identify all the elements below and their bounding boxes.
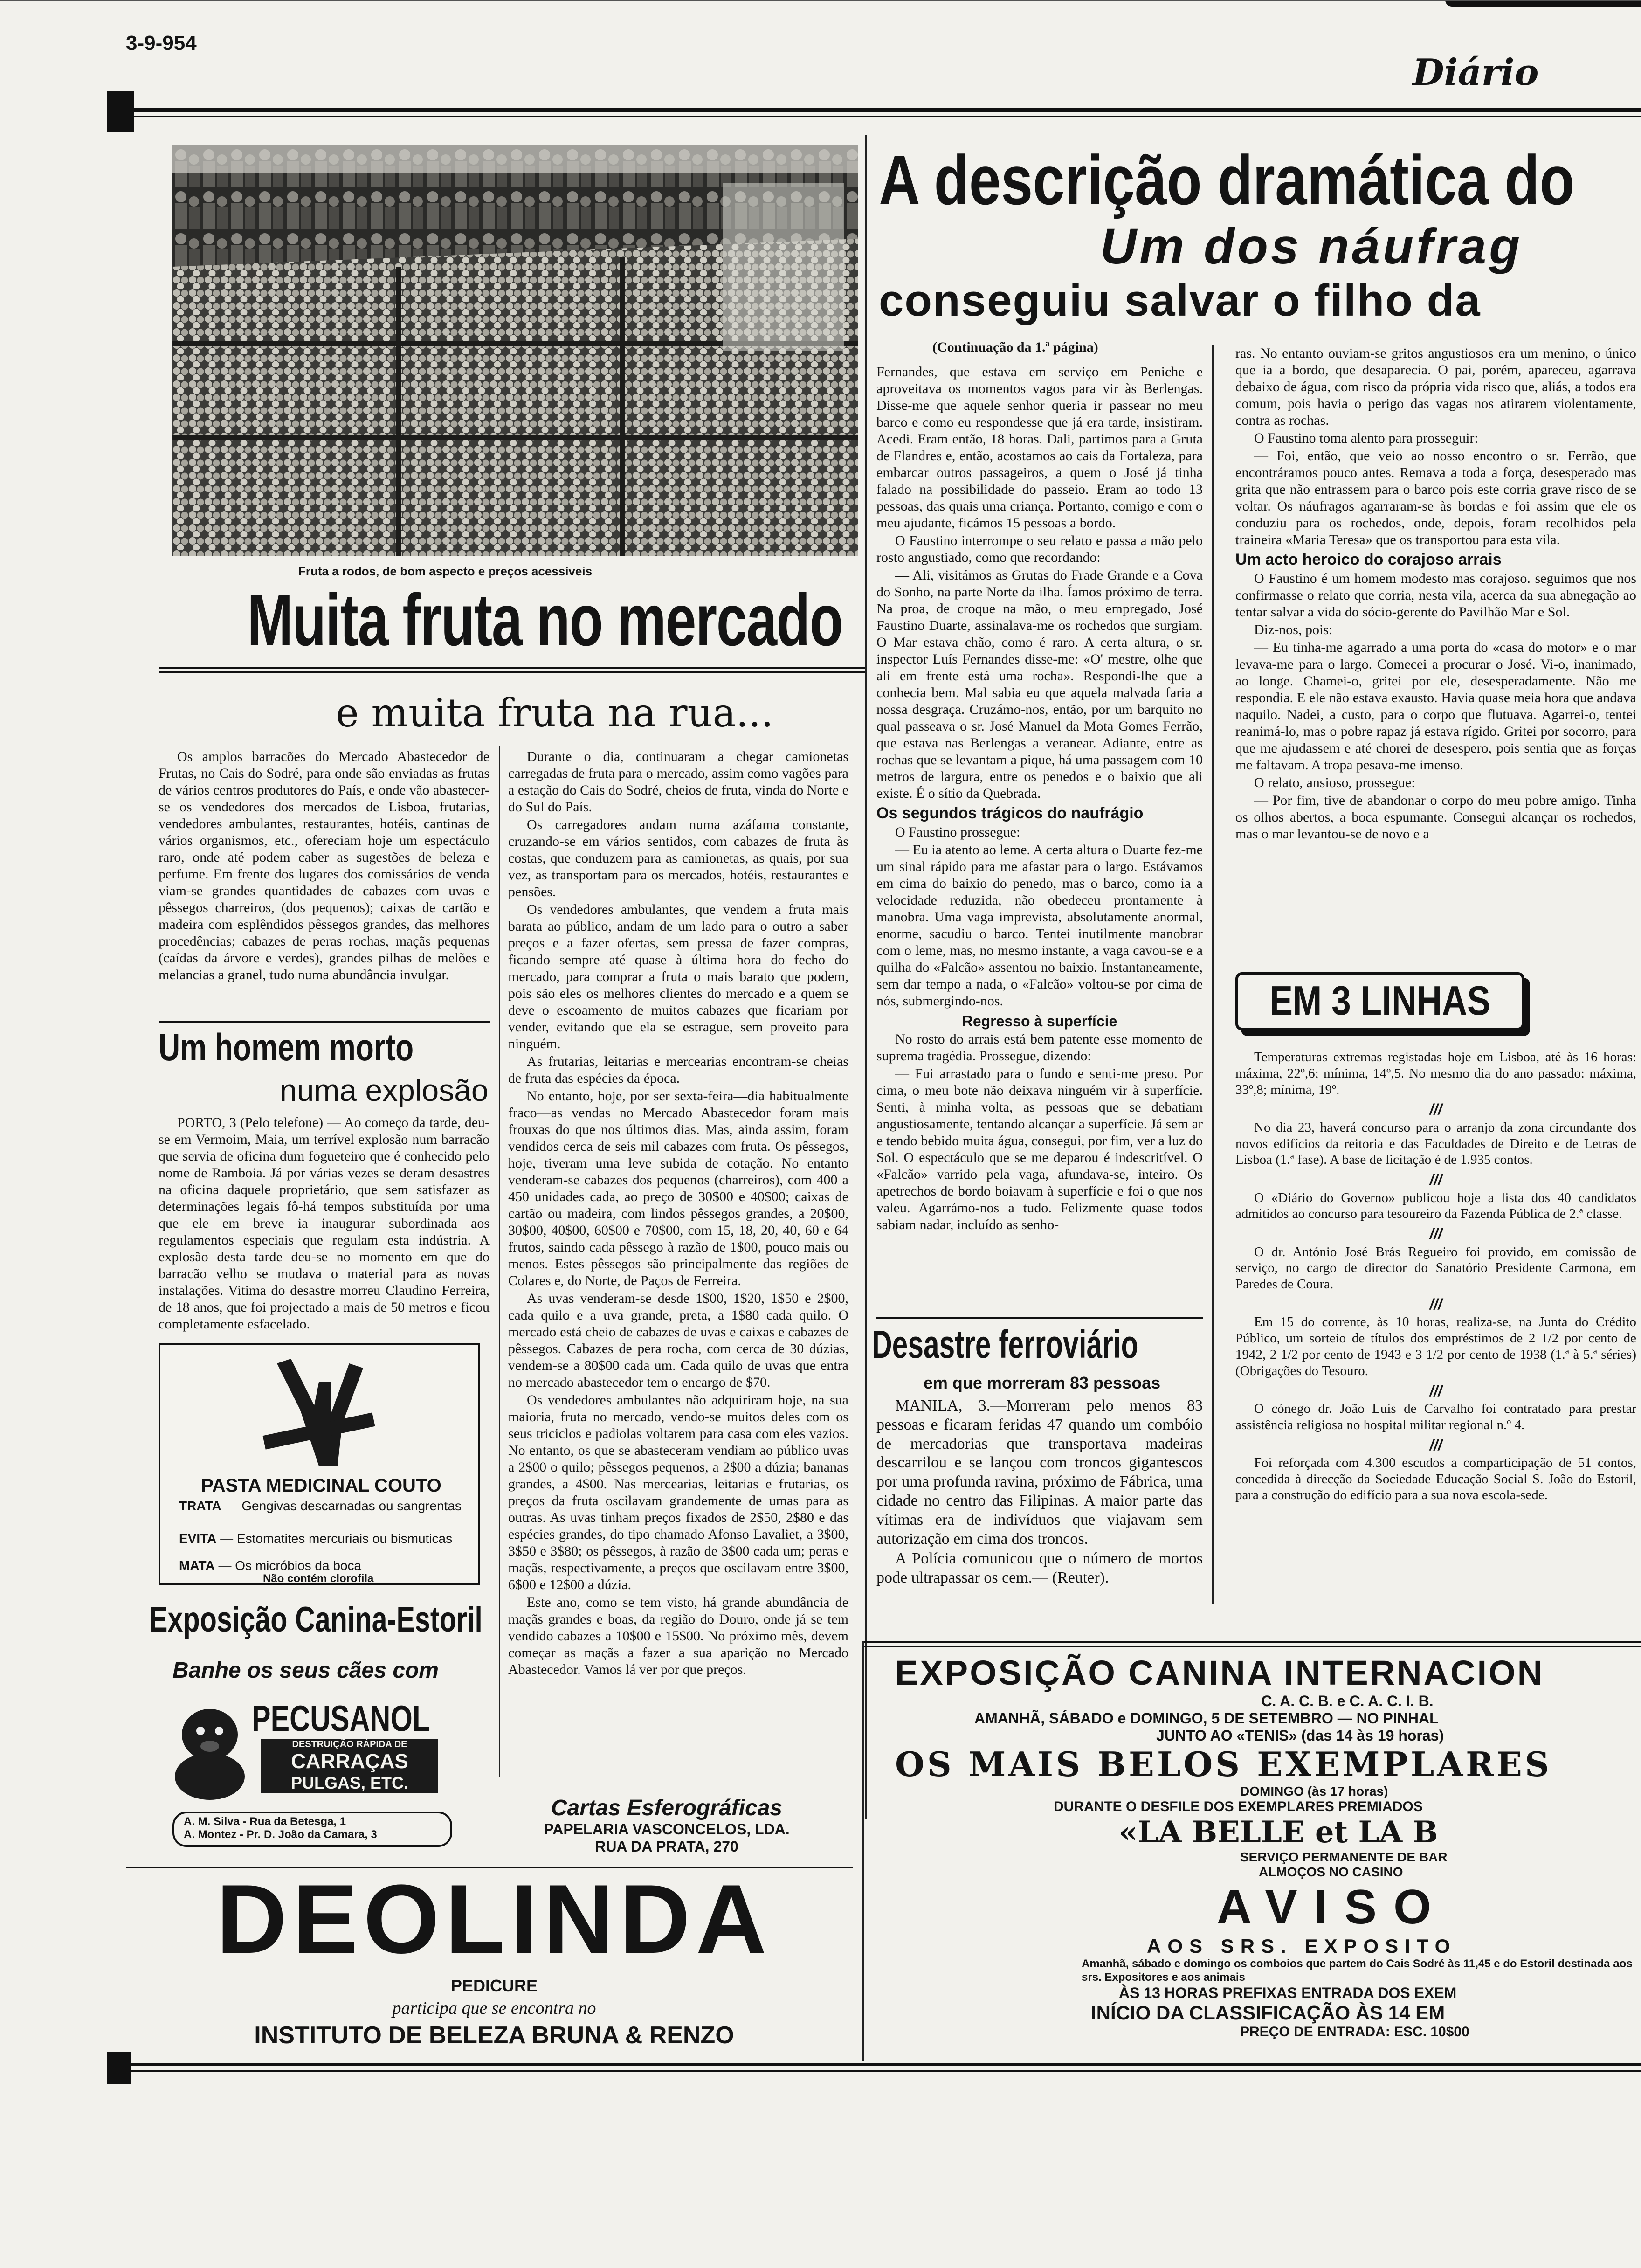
news-brief: Foi reforçada com 4.300 escudos a comparticipação de 51 contos, concedida à direcção da Sociedade Educação Social S. João do Estoril, para a construção do edifício para a sua nova escola-sede. <box>1235 1455 1636 1503</box>
homem-headline: Um homem morto <box>159 1026 414 1069</box>
desastre-subheadline: em que morreram 83 pessoas <box>923 1373 1161 1392</box>
brief-separator: /// <box>1429 1171 1442 1189</box>
fruta-col2-para: As uvas venderam-se desde 1$00, 1$20, 1$50 e 2$00, cada quilo e a uva grande, preta, a 1$80 cada quilo. O mercado está cheio de cabazes de uvas e caixas e cabazes de pêssegos. Cabazes de pera rocha, com cerca de 30 dúzias, vendem-se a 80$00 cada um. Cada quilo de uvas que entra no mercado abastecedor tem o encargo de $70. <box>508 1291 848 1390</box>
page-date: 3-9-954 <box>126 32 197 55</box>
expo-inicio: INÍCIO DA CLASSIFICAÇÃO ÀS 14 EM <box>1091 2001 1445 2024</box>
naufragio-headline-1: A descrição dramática do <box>879 141 1575 219</box>
naufragio-subheading: Regresso à superfície <box>962 1012 1117 1030</box>
homem-rule <box>159 1021 490 1023</box>
deolinda-institute: INSTITUTO DE BELEZA BRUNA & RENZO <box>254 2022 734 2049</box>
canina-estoril-title: Exposição Canina-Estoril <box>149 1600 483 1639</box>
homem-text <box>159 1114 490 1332</box>
pasta-item-text: — Gengivas descarnadas ou sangrentas <box>225 1499 462 1513</box>
toothbrush-hand-icon <box>249 1354 389 1471</box>
fruta-col2-para: Os vendedores ambulantes não adquiriram hoje, na sua maioria, fruta no mercado, vendo-se muitos deles com os seus triciclos e padiolas voltarem para casa com eles vazios. No entanto, os que se abasteceram vendiam ao público uvas a 2$00 o quilo; pêssegos pequenos, a 2$00 a dúzia; bananas grandes, a 4$00. Nas mercearias, leitarias e frutarias, os preços da fruta oscilavam grandemente de umas para as outras. As uvas tinham preços fixados de 2$50, 2$80 e das espécies grandes, do tipo chamado Afonso Lavaliet, a 3$00, 3$50 e 3$80; os pêssegos, à razão de 3$00 cada um; peras e maçãs, respectivamente, a preços que oscilavam entre 3$00, 6$00 e 12$00 a dúzia. <box>508 1392 848 1592</box>
expo-title: EXPOSIÇÃO CANINA INTERNACION <box>895 1653 1544 1692</box>
pasta-item-text: — Os micróbios da boca <box>218 1558 362 1573</box>
fruta-col2-para: Durante o dia, continuaram a chegar camionetas carregadas de fruta para o mercado, assim como vagões para a estação do Cais do Sodré, cheios de fruta, vinda do Norte e do Sul do País. <box>508 749 848 815</box>
deolinda-role: PEDICURE <box>450 1976 538 1995</box>
expo-when: AMANHÃ, SÁBADO e DOMINGO, 5 DE SETEMBRO — NO PINHAL <box>974 1710 1439 1727</box>
pasta-item <box>179 1531 468 1546</box>
fruta-rule-bottom <box>159 671 867 673</box>
naufragio-col-b <box>1235 345 1636 961</box>
expo-trains: Amanhã, sábado e domingo os comboios que partem do Cais Sodré às 11,45 e do Estoril destinada aos srs. Expositores e aos animais <box>1082 1957 1633 1984</box>
naufragio-para: — Eu ia atento ao leme. A certa altura o Duarte fez-me um sinal rápido para me afastar para o largo. Estávamos em cima do baixio do penedo, mas o barco, como ia a velocidade reduzida, não obedeceu prontamente à manobra. Uma vaga imprevista, absolutamente anormal, enorme, sacudiu o barco. Tentei inutilmente manobrar com o leme, mas, no mesmo instante, a vaga cavou-se e a quilha do «Falcão» assentou no baixio. Instantaneamente, sem dar tempo a nada, o «Falcão» voltou-se por cima de nós, submergindo-nos. <box>876 842 1203 1009</box>
deolinda-line: participa que se encontra no <box>392 1998 596 2018</box>
pecusanol-addr2: A. Montez - Pr. D. João da Camara, 3 <box>184 1828 377 1841</box>
naufragio-col-a <box>876 364 1203 1310</box>
expo-org: C. A. C. B. e C. A. C. I. B. <box>1261 1693 1434 1709</box>
fruit-market-photo <box>172 145 858 556</box>
pecusanol-tag1: DESTRUIÇÃO RÁPIDA DE <box>292 1739 407 1749</box>
cartas-address: RUA DA PRATA, 270 <box>595 1838 738 1855</box>
canina-slogan: Banhe os seus cães com <box>172 1658 439 1683</box>
pecusanol-tagline <box>261 1739 438 1793</box>
fruta-col2 <box>508 748 848 1788</box>
naufragio-para: ras. No entanto ouviam-se gritos angustiosos era um menino, o único que ia a bordo, que desaparecia. O pai, porém, apareceu, agarrava debaixo de água, com risco da própria vida risco que, aliás, a todos era comum, pois havia o perigo das vagas nos atirarem violentamente, contra as rochas. <box>1235 346 1636 428</box>
bottom-rule-thin <box>126 2070 1641 2072</box>
naufragio-para: Fernandes, que estava em serviço em Peniche e aproveitava os momentos vagos para vir às Berlengas. Disse-me que aquele senhor queria ir passear no meu barco e como eu respondesse que já era tarde, insistiram. Acedi. Eram então, 18 horas. Dali, partimos para a Gruta de Flandres e, então, acostamos ao cais da Fortaleza, para embarcar outros passageiros, a quem o José já tinha falado na possibilidade do passeio. Eram ao todo 13 pessoas, das quais uma criança. Portanto, comigo e com o meu ajudante, ficámos 15 pessoas a bordo. <box>876 364 1203 531</box>
pasta-item <box>179 1499 468 1514</box>
masthead: Diário <box>1413 51 1539 94</box>
fruta-col2-para: As frutarias, leitarias e mercearias encontram-se cheias de fruta das espécies da época. <box>508 1054 848 1086</box>
news-brief: O cónego dr. João Luís de Carvalho foi contratado para prestar assistência religiosa no hospital militar regional n.º 4. <box>1235 1401 1636 1432</box>
pasta-verb: EVITA <box>179 1531 217 1546</box>
header-rule-thick <box>126 108 1641 112</box>
fruta-col2-para: No entanto, hoje, por ser sexta-feira—dia habitualmente fraco—as vendas no Mercado Abastecedor foram mais frouxas do que nos últimos dias. Mas, ainda assim, foram vendidos cerca de seis mil cabazes com fruta. Os pêssegos, hoje, tiveram uma leve subida de cotação. No entanto venderam-se cabazes dos pequenos (charreiros), com 400 a 450 unidades cada, ao preço de 30$00 e 40$00; caixas de cartão ou madeira, com lindos pêssegos grandes, a 20$00, 30$00, 40$00, 60$00 e 70$00, com 15, 18, 20, 40, 60 e 64 frutos, saindo cada pêssego à razão de 1$00, pouco mais ou menos. Estes pêssegos são principalmente das regiões de Colares e, do Norte, de Paços de Ferreira. <box>508 1088 848 1288</box>
naufragio-para: O Faustino toma alento para prosseguir: <box>1254 430 1478 446</box>
pecusanol-addr1: A. M. Silva - Rua da Betesga, 1 <box>184 1815 346 1828</box>
expo-desfile: DURANTE O DESFILE DOS EXEMPLARES PREMIADOS <box>1054 1799 1423 1814</box>
cartas-shop: PAPELARIA VASCONCELOS, LDA. <box>544 1821 790 1838</box>
pecusanol-tag3: PULGAS, ETC. <box>290 1773 409 1792</box>
news-brief: O dr. António José Brás Regueiro foi provido, em comissão de serviço, no cargo de director do Sanatório Presidente Carmona, em Paredes de Coura. <box>1235 1244 1636 1292</box>
em-3-linhas-box <box>1235 972 1524 1030</box>
pasta-couto-ad <box>159 1343 480 1585</box>
naufragio-para: — Por fim, tive de abandonar o corpo do meu pobre amigo. Tinha os olhos abertos, a boca espumante. Consegui alcançar os rochedos, mas o mar levantou-se de novo e a <box>1235 792 1636 842</box>
pasta-title: PASTA MEDICINAL COUTO <box>201 1475 441 1496</box>
fruit-market-photo-art <box>172 145 858 556</box>
naufragio-para: — Eu tinha-me agarrado a uma porta do «casa do motor» e o mar levava-me para o largo. Comecei a procurar o José. Vi-o, inanimado, ao longe. Chamei-o, gritei por ele, desesperadamente. Não me respondia. E ele não estava exausto. Havia quase meia hora que andava naquilo. Nadei, a custo, para o corpo que flutuava. Agarrei-o, tentei reanimá-lo, mas o pobre rapaz já estava rígido. Gritei por socorro, para que me ajudassem e até chorei de desespero, pois sentia que as forças me faltavam. A tropa pesava-me imenso. <box>1235 639 1636 773</box>
expo-domingo: DOMINGO (às 17 horas) <box>1240 1784 1388 1798</box>
pasta-item <box>179 1558 468 1573</box>
news-brief: No dia 23, haverá concurso para o arranjo da zona circundante dos novos edifícios da reitoria e das Faculdades de Direito e de Letras de Lisboa (1.ª fase). A base de licitação é de 1.935 contos. <box>1235 1120 1636 1168</box>
naufragio-para: O Faustino interrompe o seu relato e passa a mão pelo rosto angustiado, como que recordando: <box>876 533 1203 565</box>
pecusanol-tag2: CARRAÇAS <box>291 1750 408 1773</box>
header-rule-thin <box>126 116 1641 117</box>
desastre-para: MANILA, 3.—Morreram pelo menos 83 pessoas e ficaram feridas 47 quando um combóio de mercadorias que transportava madeiras descarrilou e se lançou com troncos gigantescos por uma profunda ravina, próximo de Fábrica, uma cidade no centro das Filipinas. A maior parte das vítimas era de indivíduos que viajavam sem autorização em cima dos troncos. <box>876 1397 1203 1548</box>
expo-belle: «LA BELLE et LA B <box>1119 1815 1438 1850</box>
em-3-linhas-list <box>1235 1049 1636 1627</box>
fruta-col1-para: Os amplos barracões do Mercado Abastecedor de Frutas, no Cais do Sodré, para onde são enviadas as frutas de vários centros produtores do País, e onde vão abastecer-se os vendedores dos mercados de Lisboa, frutarias, vendedores ambulantes, restaurantes, hotéis, cantinas de vários organismos, etc., ofereciam hoje um espectáculo raro, onde até podem caber as sugestões de beleza e perfume. Em frente dos lugares dos comissários de venda viam-se grandes quantidades de cabazes com uvas e pêssegos charreiros, (dos pequenos); caixas de cartão e madeira com esplêndidos pêssegos grandes, das melhores procedências; cabazes de peras rochas, maçãs pequenas (caídas da árvore e verdes), grandes pilhas de melões e melancias a granel, tudo numa abundância invulgar. <box>159 749 490 982</box>
naufragio-subheading: Um acto heroico do corajoso arrais <box>1235 551 1502 568</box>
desastre-text <box>876 1397 1203 1592</box>
black-margin-mark <box>107 91 134 132</box>
pasta-verb: TRATA <box>179 1499 221 1513</box>
top-edge-rule-thin <box>0 0 1641 1</box>
expo-bar: SERVIÇO PERMANENTE DE BAR <box>1240 1850 1448 1864</box>
homem-para: PORTO, 3 (Pelo telefone) — Ao começo da tarde, deu-se em Vermoim, Maia, um terrível explosão num barracão que servia de oficina dum fogueteiro que é conhecido pelo nome de Ramboia. Já por várias vezes se deram desastres na oficina daquele proprietário, que sem satisfazer as determinações legais fô-há tempos substituída por uma que ele em breve ia inaugurar subordinada aos regulamentos especiais que regulam esta indústria. A explosão desta tarde deu-se no momento em que do barracão velho se mudava o material para as novas instalações. Vitima do desastre morreu Claudino Ferreira, de 18 anos, que foi projectado a mais de 50 metros e ficou completamente esfacelado. <box>159 1115 490 1332</box>
desastre-rule <box>876 1317 1203 1319</box>
expo-rule-top-2 <box>862 1646 1641 1647</box>
naufragio-headline-3: conseguiu salvar o filho da <box>879 276 1481 325</box>
pecusanol-address-box <box>172 1812 452 1847</box>
cartas-title: Cartas Esferográficas <box>551 1796 783 1820</box>
photo-caption: Fruta a rodos, de bom aspecto e preços acessíveis <box>298 564 593 578</box>
pasta-note: Não contém clorofila <box>263 1572 374 1585</box>
expo-rule-top <box>862 1641 1641 1643</box>
deolinda-name: DEOLINDA <box>216 1864 772 1974</box>
column-divider <box>1212 345 1214 1604</box>
naufragio-para: — Fui arrastado para o fundo e senti-me preso. Por cima, o meu bote não deixava ninguém vir à superfície. Senti, à minha volta, as pessoas que se debatiam angustiosamente, tentando alcançar a superfície. Já sem ar e tendo bebido muita água, consegui, por fim, ver a luz do Sol. O espectáculo que se me deparou é indescritível. O «Falcão» varrido pela vaga, afundava-se, inteiro. Os apetrechos de bordo boiavam à superfície e foi o que nos valeu. Agarrámo-nos a tudo. Felizmente quase todos sabiam nadar, incluído as senho- <box>876 1066 1203 1233</box>
pecusanol-ad <box>163 1693 452 1805</box>
expo-where: JUNTO AO «TENIS» (das 14 às 19 horas) <box>1156 1727 1444 1744</box>
expo-preco: PREÇO DE ENTRADA: ESC. 10$00 <box>1240 2024 1469 2040</box>
expo-aviso: AVISO <box>1217 1880 1448 1934</box>
column-divider <box>499 746 500 1777</box>
fruta-col2-para: Os carregadores andam numa azáfama constante, cruzando-se em vários sentidos, com cabazes de fruta às costas, que conduzem para as camionetas, as quais, por sua vez, as transportam para os mercados, hotéis, restaurantes e pensões. <box>508 817 848 899</box>
desastre-para: A Polícia comunicou que o número de mortos pode ultrapassar os cem.— (Reuter). <box>876 1550 1203 1587</box>
fruta-col1 <box>159 748 490 1019</box>
naufragio-para: O Faustino é um homem modesto mas corajoso. seguimos que nos confirmasse o relato que corria, nesta vila, acerca da sua abnegação ao tentar salvar a vida do sócio-gerente do Pavilhão Mar e Sol. <box>1235 570 1636 620</box>
pasta-item-text: — Estomatites mercuriais ou bismuticas <box>220 1531 453 1546</box>
em-3-linhas-title: EM 3 LINHAS <box>1269 977 1490 1023</box>
fruta-subheadline: e muita fruta na rua... <box>336 690 773 736</box>
naufragio-headline-2: Um dos náufrag <box>1100 218 1523 274</box>
fruta-rule-top <box>159 667 867 669</box>
brief-separator: /// <box>1429 1382 1442 1399</box>
brief-separator: /// <box>1429 1295 1442 1313</box>
naufragio-para: Diz-nos, pois: <box>1254 622 1333 637</box>
expo-canina-ad <box>867 1653 1641 2059</box>
black-margin-mark <box>107 2052 131 2084</box>
expo-prefix: ÀS 13 HORAS PREFIXAS ENTRADA DOS EXEM <box>1119 1984 1457 2001</box>
desastre-headline: Desastre ferroviário <box>872 1322 1138 1366</box>
brief-separator: /// <box>1429 1436 1442 1453</box>
naufragio-para: — Ali, visitámos as Grutas do Frade Grande e a Cova do Sonho, na parte Norte da ilha. Íamos próximo de terra. Na proa, de croque na mão, o meu empregado, José Faustino Duarte, assinalava-me os rochedos que surgiam. O Mar estava chão, como é raro. A certa altura, o sr. inspector Luís Fernandes disse-me: «O' mestre, olhe que ali em frente está uma rocha». Respondi-lhe que a conhecia bem. Mal sabia eu que aquela malvada faria a nossa desgraça. Cruzámo-nos, então, por um barquito no qual passeava o sr. José Manuel da Mota Gomes Ferrão, que estava nas Berlengas a veranear. Adiante, entre as rochas que se levantam a pique, há uma passagem com 10 metros de largura, entre os penedos e o baixio que ali existe. É o sítio da Quebrada. <box>876 567 1203 801</box>
expo-srs: AOS SRS. EXPOSITO <box>1147 1935 1457 1957</box>
pasta-verb: MATA <box>179 1558 215 1573</box>
dog-icon <box>163 1697 256 1800</box>
news-brief: Temperaturas extremas registadas hoje em Lisboa, até às 16 horas: máxima, 22º,6; mínima, 14º,5. No mesmo dia do ano passado: máxima, 33º,8; mínima, 19º. <box>1235 1050 1636 1097</box>
fruta-col2-para: Os vendedores ambulantes, que vendem a fruta mais barata ao público, andam de um lado para o outro a saber preços e a fazer ofertas, sem pressa de fazer compras, ficando sempre até quase à última hora do fecho do mercado, para comprar a fruta o mais barato que podem, pois são eles os melhores clientes do mercado e a quem se deve o escoamento de muitos cabazes que ficariam por vender, evitando que ela se estrague, sem proveito para ninguém. <box>508 902 848 1051</box>
news-brief: Em 15 do corrente, às 10 horas, realiza-se, na Junta do Crédito Público, um sorteio de títulos dos empréstimos de 2 1/2 por cento de 1942, 2 1/2 por cento de 1943 e 3 1/2 por cento de 1938 (1.ª à 5.ª séries) (Obrigações do Tesouro. <box>1235 1314 1636 1378</box>
news-brief: O «Diário do Governo» publicou hoje a lista dos 40 candidatos admitidos ao concurso para tesoureiro da Fazenda Pública de 2.ª classe. <box>1235 1190 1636 1222</box>
naufragio-para: O relato, ansioso, prossegue: <box>1254 774 1415 790</box>
brief-separator: /// <box>1429 1101 1442 1118</box>
expo-left-border <box>862 1641 864 2061</box>
naufragio-continuation: (Continuação da 1.ª página) <box>932 339 1098 355</box>
column-divider <box>865 135 867 1819</box>
naufragio-subheading: Os segundos trágicos do naufrágio <box>876 804 1144 822</box>
expo-almocos: ALMOÇOS NO CASINO <box>1259 1865 1403 1879</box>
fruta-headline: Muita fruta no mercado <box>247 579 843 661</box>
expo-best: OS MAIS BELOS EXEMPLARES <box>895 1744 1552 1784</box>
brief-separator: /// <box>1429 1225 1442 1243</box>
homem-subheadline: numa explosão <box>280 1073 489 1107</box>
fruta-col2-para: Este ano, como se tem visto, há grande abundância de maçãs grandes e boas, da região do Douro, onde já se tem vendido cabazes a 10$00 e 15$00. No próximo mês, devem começar as maçãs a fazer a sua aparição no Mercado Abastecedor. Vamos lá ver por que preços. <box>508 1595 848 1677</box>
pecusanol-brand: PECUSANOL <box>252 1698 430 1739</box>
bottom-rule-thick <box>126 2063 1641 2066</box>
naufragio-para: O Faustino prossegue: <box>895 824 1020 840</box>
naufragio-para: No rosto do arrais está bem patente esse momento de suprema tragédia. Prossegue, dizendo: <box>876 1031 1203 1064</box>
naufragio-para: — Foi, então, que veio ao nosso encontro o sr. Ferrão, que encontráramos pouco antes. Remava a toda a força, desesperado mas grita que não entrassem para o barco pois este corria grave risco de se voltar. Os náufragos agarraram-se às bordas e foi assim que ele os conduziu para os rochedos, onde, depois, foram recolhidos pela traineira «Maria Teresa» que os transportou para esta vila. <box>1235 448 1636 547</box>
cartas-ad <box>490 1795 844 1855</box>
